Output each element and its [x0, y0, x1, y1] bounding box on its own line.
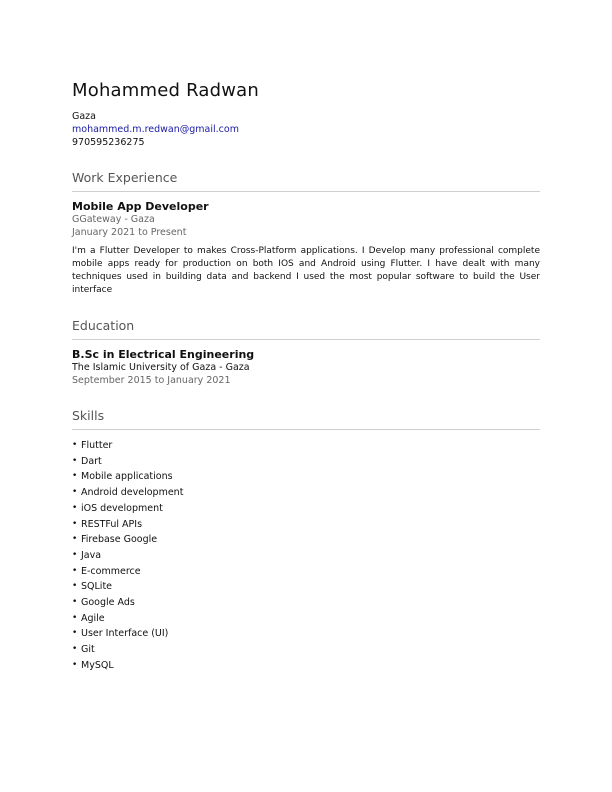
resume-header: [72, 80, 540, 149]
skills-list: [72, 438, 540, 674]
skill-label: Agile: [81, 612, 105, 624]
bullet-icon: •: [72, 628, 78, 639]
skill-item: [72, 626, 540, 642]
job-dates: January 2021 to Present: [72, 226, 187, 238]
skill-item: [72, 454, 540, 470]
skill-item: [72, 548, 540, 564]
skill-label: Mobile applications: [81, 471, 173, 483]
skill-item: [72, 658, 540, 674]
bullet-icon: •: [72, 659, 78, 670]
skill-item: [72, 517, 540, 533]
skill-label: Flutter: [81, 440, 113, 451]
bullet-icon: •: [72, 565, 78, 576]
skill-label: SQLite: [81, 581, 113, 593]
skill-item: [72, 579, 540, 595]
school-name: The Islamic University of Gaza - Gaza: [72, 362, 250, 373]
job-company: GGateway - Gaza: [72, 214, 155, 225]
bullet-icon: •: [72, 502, 78, 513]
bullet-icon: •: [72, 534, 78, 545]
education-heading: Education: [72, 317, 540, 340]
skill-item: [72, 532, 540, 548]
education-dates: September 2015 to January 2021: [72, 374, 231, 386]
bullet-icon: •: [72, 597, 78, 608]
phone-text: 970595236275: [72, 137, 145, 148]
skill-item: [72, 611, 540, 627]
skill-label: MySQL: [81, 659, 114, 671]
job-title: Mobile App Developer: [72, 200, 209, 213]
skills-section: [72, 407, 540, 674]
skill-label: Android development: [81, 487, 184, 499]
bullet-icon: •: [72, 487, 78, 498]
bullet-icon: •: [72, 549, 78, 560]
education-section: [72, 317, 540, 387]
skills-heading: Skills: [72, 407, 540, 430]
education-entry: [72, 348, 540, 387]
skill-item: [72, 501, 540, 517]
bullet-icon: •: [72, 455, 78, 466]
skill-label: User Interface (UI): [81, 628, 169, 640]
bullet-icon: •: [72, 518, 78, 529]
bullet-icon: •: [72, 581, 78, 592]
skill-label: Git: [81, 644, 95, 656]
bullet-icon: •: [72, 471, 78, 482]
skill-label: E-commerce: [81, 565, 141, 577]
location-text: Gaza: [72, 111, 96, 122]
email-link[interactable]: mohammed.m.redwan@gmail.com: [72, 124, 239, 135]
skill-item: [72, 595, 540, 611]
skill-item: [72, 438, 540, 454]
work-experience-section: [72, 169, 540, 297]
candidate-name: Mohammed Radwan: [72, 80, 259, 101]
skill-item: [72, 469, 540, 485]
skill-label: Dart: [81, 455, 102, 467]
skill-label: iOS development: [81, 502, 163, 514]
skill-item: [72, 485, 540, 501]
skill-label: Google Ads: [81, 597, 135, 609]
degree-title: B.Sc in Electrical Engineering: [72, 348, 255, 361]
work-experience-heading: Work Experience: [72, 169, 540, 192]
skill-item: [72, 642, 540, 658]
skill-label: Firebase Google: [81, 534, 158, 546]
skill-item: [72, 564, 540, 580]
bullet-icon: •: [72, 440, 78, 450]
bullet-icon: •: [72, 612, 78, 623]
skill-label: RESTFul APIs: [81, 518, 143, 530]
bullet-icon: •: [72, 644, 78, 655]
skill-label: Java: [81, 549, 102, 561]
work-entry: [72, 200, 540, 297]
job-description: I'm a Flutter Developer to makes Cross-Platform applications. I Develop many professional complete mobile apps ready for production on both IOS and Android using Flutter. I have dealt with many techniques used in building data and backend I used the most popular software to build the User interface: [72, 246, 540, 295]
